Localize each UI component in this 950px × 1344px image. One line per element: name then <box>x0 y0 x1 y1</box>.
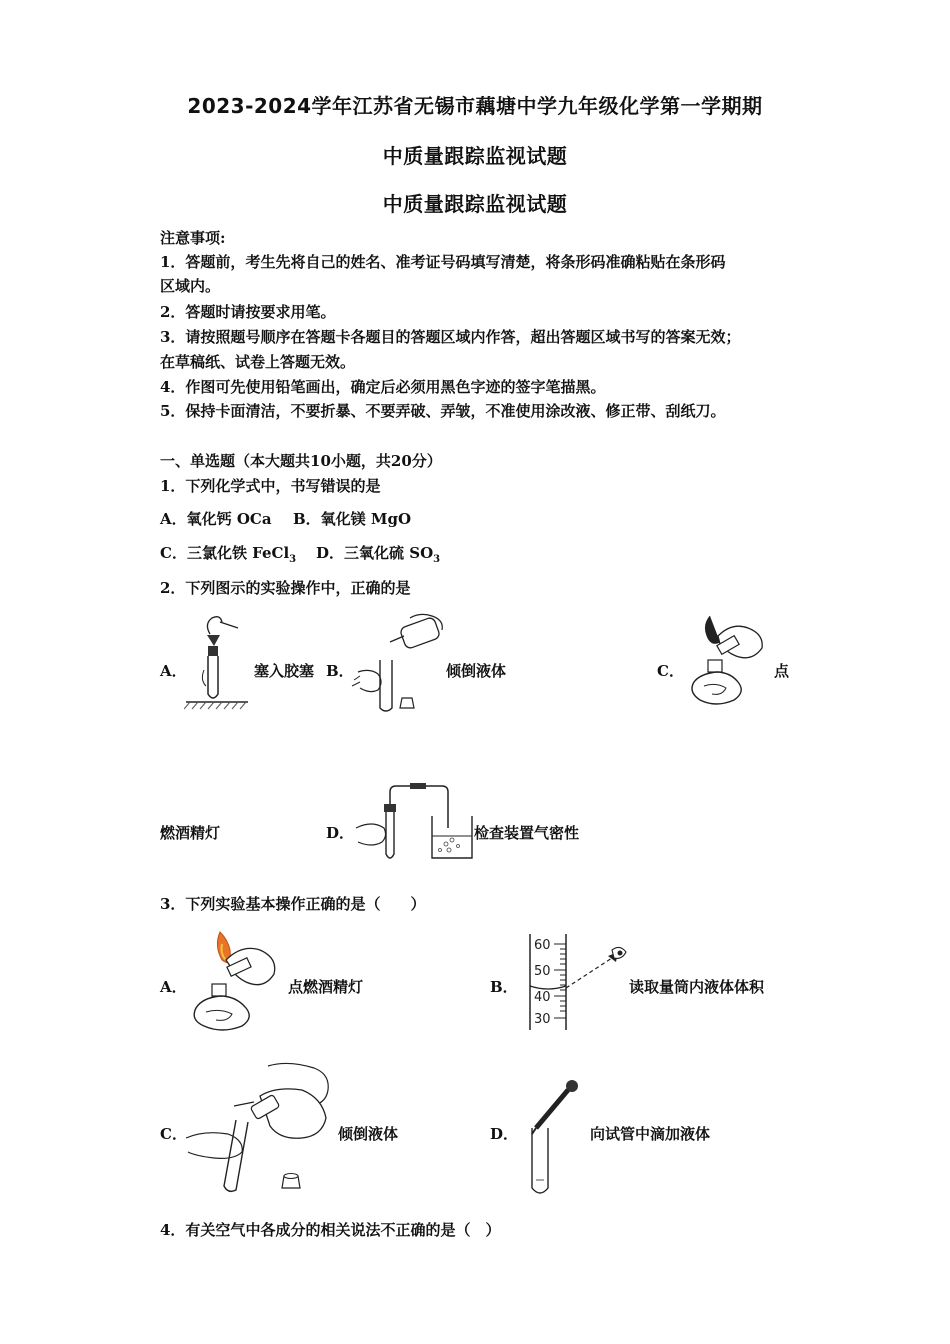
q2-option-c-caption-part1: 点 <box>774 662 790 680</box>
q1-option-b: B．氧化镁 MgO <box>293 510 412 528</box>
q1-option-d-text: D．三氧化硫 SO <box>316 544 434 562</box>
q4-stem: 4．有关空气中各成分的相关说法不正确的是（ ） <box>160 1221 501 1239</box>
q3-option-b-letter: B． <box>490 978 518 996</box>
q3-option-a-letter: A． <box>160 978 187 996</box>
section-heading: 一、单选题（本大题共10小题，共20分） <box>160 452 442 470</box>
exam-title-line-3: 中质量跟踪监视试题 <box>382 192 568 216</box>
q2-option-d-caption: 检查装置气密性 <box>474 824 580 842</box>
q1-option-c-text: C．三氯化铁 FeCl <box>160 544 290 562</box>
q2-option-c-figure <box>682 612 772 708</box>
q3-option-b-caption: 读取量筒内液体体积 <box>629 978 765 996</box>
q2-option-b-letter: B． <box>326 662 354 680</box>
q3-option-c-figure <box>184 1060 334 1196</box>
q3-option-c-caption: 倾倒液体 <box>338 1125 399 1143</box>
q1-option-c <box>160 543 296 570</box>
q3-option-b-tick: 40 <box>534 990 551 1005</box>
notice-item: 区域内。 <box>160 277 221 295</box>
q3-option-b-figure <box>526 932 630 1032</box>
q3-option-d-letter: D． <box>490 1125 519 1143</box>
notice-heading: 注意事项: <box>160 229 226 247</box>
q1-option-d-sub: 3 <box>433 554 441 565</box>
q3-stem: 3．下列实验基本操作正确的是（ ） <box>160 895 426 913</box>
q2-option-a-caption: 塞入胶塞 <box>254 662 315 680</box>
q3-option-b-tick: 30 <box>534 1012 551 1027</box>
notice-item: 1．答题前，考生先将自己的姓名、准考证号码填写清楚，将条形码准确粘贴在条形码 <box>160 253 726 271</box>
q1-stem: 1．下列化学式中，书写错误的是 <box>160 477 381 495</box>
q2-option-b-figure <box>350 612 450 714</box>
q2-stem: 2．下列图示的实验操作中，正确的是 <box>160 579 411 597</box>
q2-option-d-letter: D． <box>326 824 355 842</box>
q2-option-c-letter: C． <box>657 662 684 680</box>
q3-option-c-letter: C． <box>160 1125 187 1143</box>
q1-option-a: A．氧化钙 OCa <box>160 510 272 528</box>
notice-item: 2．答题时请按要求用笔。 <box>160 303 336 321</box>
q3-option-b-tick: 50 <box>534 964 551 979</box>
q2-option-a-figure <box>184 610 250 710</box>
q3-option-d-caption: 向试管中滴加液体 <box>590 1125 711 1143</box>
notice-item: 4．作图可先使用铅笔画出，确定后必须用黑色字迹的签字笔描黑。 <box>160 378 606 396</box>
q2-option-b-caption: 倾倒液体 <box>446 662 507 680</box>
q3-option-a-figure <box>186 930 282 1034</box>
q2-option-d-figure <box>350 778 474 864</box>
q2-option-c-caption-part2: 燃酒精灯 <box>160 824 221 842</box>
q1-option-c-sub: 3 <box>289 554 297 565</box>
notice-item: 在草稿纸、试卷上答题无效。 <box>160 353 356 371</box>
q1-option-d <box>316 543 440 570</box>
q2-option-a-letter: A． <box>160 662 187 680</box>
exam-title-line-1: 2023-2024学年江苏省无锡市藕塘中学九年级化学第一学期期 <box>187 94 763 118</box>
exam-title-line-2: 中质量跟踪监视试题 <box>382 144 568 168</box>
q3-option-a-caption: 点燃酒精灯 <box>288 978 364 996</box>
notice-item: 5．保持卡面清洁，不要折暴、不要弄破、弄皱，不准使用涂改液、修正带、刮纸刀。 <box>160 402 726 420</box>
q3-option-b-tick: 60 <box>534 938 551 953</box>
notice-item: 3．请按照题号顺序在答题卡各题目的答题区域内作答，超出答题区域书写的答案无效； <box>160 328 741 346</box>
q3-option-d-figure <box>524 1076 588 1200</box>
